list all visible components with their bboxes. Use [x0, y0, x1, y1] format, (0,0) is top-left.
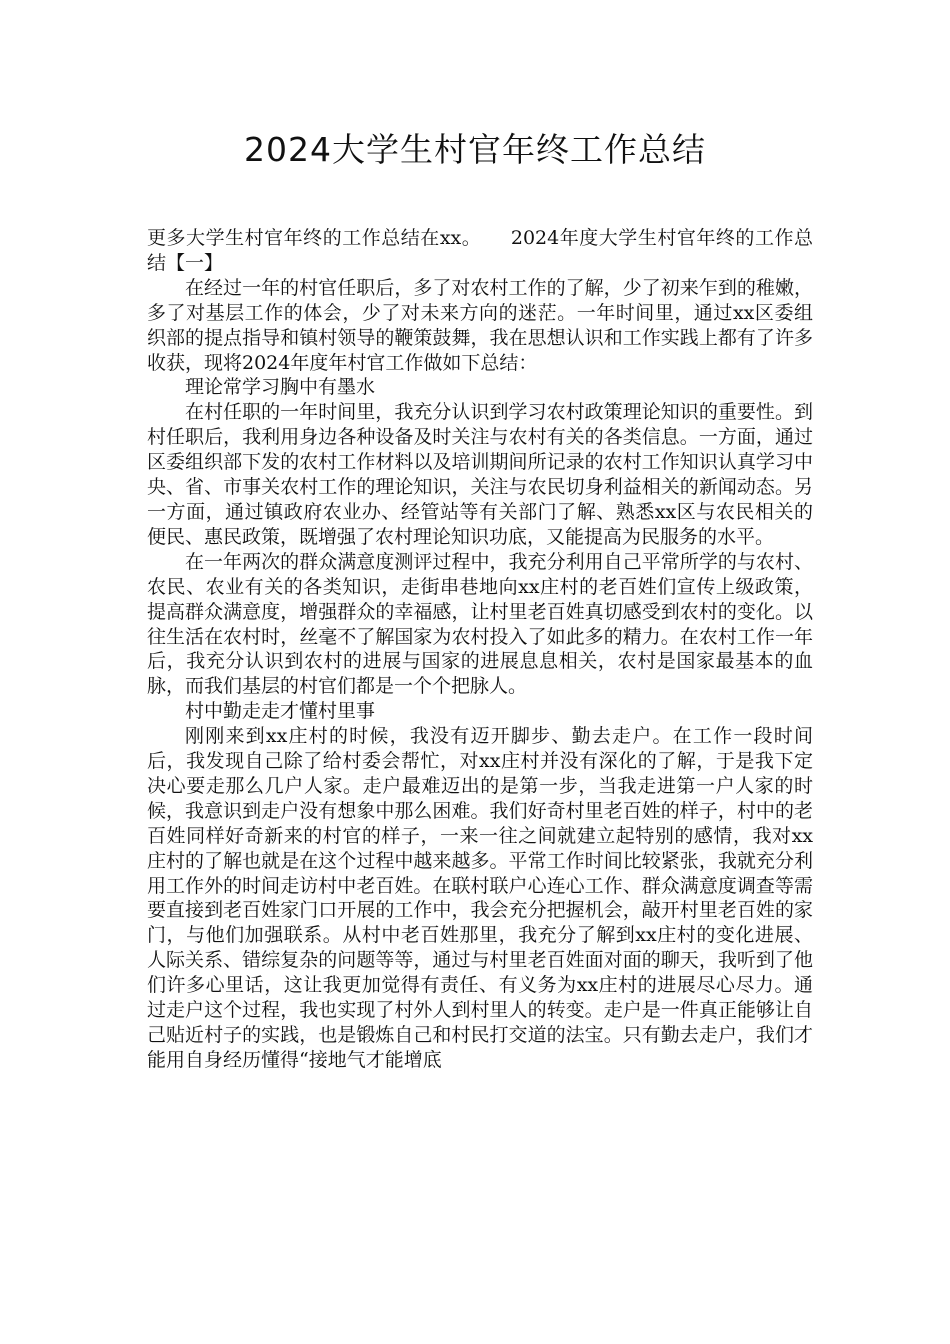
body-paragraph: 在村任职的一年时间里，我充分认识到学习农村政策理论知识的重要性。到村任职后，我利用身边各种设备及时关注与农村有关的各类信息。一方面，通过区委组织部下发的农村工作材料以及培训期间所记录的农村工作知识认真学习中央、省、市事关农村工作的理论知识，关注与农民切身利益相关的新闻动态。另一方面，通过镇政府农业办、经管站等有关部门了解、熟悉xx区与农民相关的便民、惠民政策，既增强了农村理论知识功底，又能提高为民服务的水平。 — [147, 401, 813, 548]
intro-paragraph: 更多大学生村官年终的工作总结在xx。 2024年度大学生村官年终的工作总结【一】 — [147, 227, 813, 274]
body-paragraph: 刚刚来到xx庄村的时候，我没有迈开脚步、勤去走户。在工作一段时间后，我发现自己除了给村委会帮忙，对xx庄村并没有深化的了解，于是我下定决心要走那么几户人家。走户最难迈出的是第一步，当我走进第一户人家的时候，我意识到走户没有想象中那么困难。我们好奇村里老百姓的样子，村中的老百姓同样好奇新来的村官的样子，一来一往之间就建立起特别的感情，我对xx庄村的了解也就是在这个过程中越来越多。平常工作时间比较紧张，我就充分利用工作外的时间走访村中老百姓。在联村联户心连心工作、群众满意度调查等需要直接到老百姓家门口开展的工作中，我会充分把握机会，敲开村里老百姓的家门，与他们加强联系。从村中老百姓那里，我充分了解到xx庄村的变化进展、人际关系、错综复杂的问题等等，通过与村里老百姓面对面的聊天，我听到了他们许多心里话，这让我更加觉得有责任、有义务为xx庄村的进展尽心尽力。通过走户这个过程，我也实现了村外人到村里人的转变。走户是一件真正能够让自己贴近村子的实践，也是锻炼自己和村民打交道的法宝。只有勤去走户，我们才能用自身经历懂得“接地气才能增底 — [147, 725, 813, 1071]
section-heading: 理论常学习胸中有墨水 — [185, 376, 376, 399]
body-paragraph: 在一年两次的群众满意度测评过程中，我充分利用自己平常所学的与农村、农民、农业有关的各类知识，走街串巷地向xx庄村的老百姓们宣传上级政策，提高群众满意度，增强群众的幸福感，让村里老百姓真切感受到农村的变化。以往生活在农村时，丝毫不了解国家为农村投入了如此多的精力。在农村工作一年后，我充分认识到农村的进展与国家的进展息息相关，农村是国家最基本的血脉，而我们基层的村官们都是一个个把脉人。 — [147, 550, 813, 698]
document-title: 2024大学生村官年终工作总结 — [244, 130, 706, 169]
document-body — [147, 226, 813, 1073]
body-paragraph: 在经过一年的村官任职后，多了对农村工作的了解，少了初来乍到的稚嫩，多了对基层工作的体会，少了对未来方向的迷茫。一年时间里，通过xx区委组织部的提点指导和镇村领导的鞭策鼓舞，我在思想认识和工作实践上都有了许多收获，现将2024年度年村官工作做如下总结： — [147, 276, 813, 374]
section-heading: 村中勤走走才懂村里事 — [185, 700, 376, 723]
